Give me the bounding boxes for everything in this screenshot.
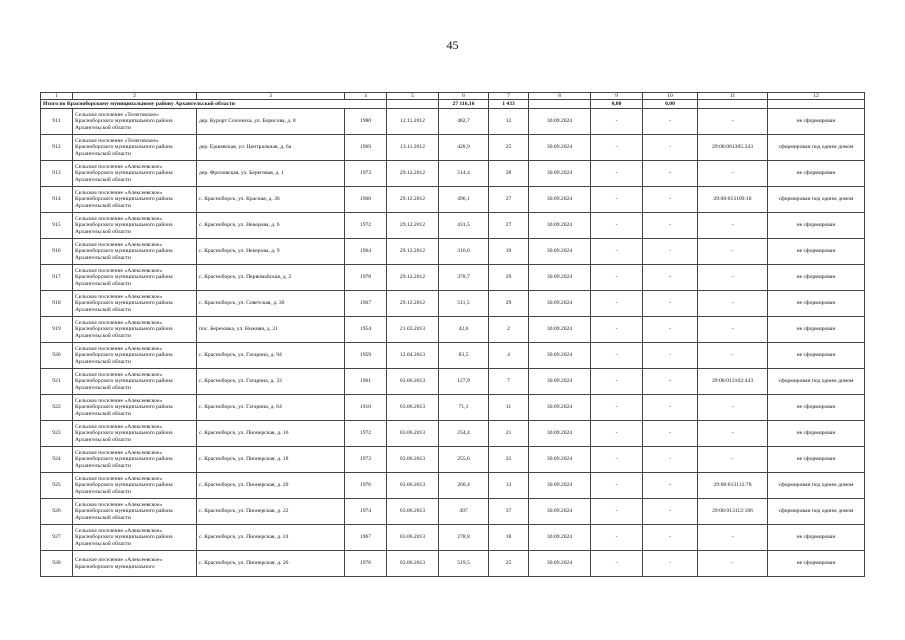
residents-count: 18 — [489, 525, 529, 551]
table-row — [41, 265, 865, 291]
column-number: 8 — [529, 93, 591, 100]
land-plot-status: не сформирован — [768, 343, 865, 369]
construction-year: 1910 — [345, 395, 387, 421]
table-row — [41, 213, 865, 239]
emergency-recognition-date: 29.12.2012 — [387, 239, 439, 265]
living-area: 42,6 — [439, 317, 489, 343]
emergency-recognition-date: 03.06.2013 — [387, 421, 439, 447]
column-number: 12 — [768, 93, 865, 100]
planned-resettlement-date: 30.09.2024 — [529, 525, 591, 551]
residents-count: 19 — [489, 239, 529, 265]
column-9-value: - — [591, 395, 643, 421]
planned-resettlement-date: 30.09.2024 — [529, 187, 591, 213]
table-row — [41, 187, 865, 213]
living-area: 511,5 — [439, 291, 489, 317]
row-number: 920 — [41, 343, 73, 369]
living-area: 316,6 — [439, 239, 489, 265]
construction-year: 1972 — [345, 213, 387, 239]
settlement-name: Сельское поселение «Алексеевское» Красноборского муниципального района Архангельской области — [73, 421, 197, 447]
planned-resettlement-date: 30.09.2024 — [529, 499, 591, 525]
residents-count: 11 — [489, 395, 529, 421]
row-number: 923 — [41, 421, 73, 447]
planned-resettlement-date: 30.09.2024 — [529, 265, 591, 291]
column-10-value: - — [643, 187, 698, 213]
emergency-recognition-date: 03.06.2013 — [387, 447, 439, 473]
land-plot-status: не сформирован — [768, 447, 865, 473]
land-plot-status: не сформирован — [768, 395, 865, 421]
settlement-name: Сельское поселение «Телеговское» Красноборского муниципального района Архангельской области — [73, 109, 197, 135]
building-address: с. Красноборск, ул. Некерова, д. 9 — [197, 239, 345, 265]
planned-resettlement-date: 30.09.2024 — [529, 135, 591, 161]
column-10-value: - — [643, 369, 698, 395]
row-number: 914 — [41, 187, 73, 213]
total-residents: 1 433 — [489, 100, 529, 109]
land-plot-status: не сформирован — [768, 317, 865, 343]
planned-resettlement-date: 30.09.2024 — [529, 369, 591, 395]
planned-resettlement-date: 30.09.2024 — [529, 317, 591, 343]
construction-year: 1976 — [345, 551, 387, 577]
cadastral-number: 29:08:013112:186 — [698, 499, 768, 525]
settlement-name: Сельское поселение «Алексеевское» Красноборского муниципального района Архангельской области — [73, 265, 197, 291]
building-address: с. Красноборск, ул. Пионерская, д. 18 — [197, 447, 345, 473]
living-area: 428,9 — [439, 135, 489, 161]
column-number: 10 — [643, 93, 698, 100]
column-9-value: - — [591, 317, 643, 343]
living-area: 378,7 — [439, 265, 489, 291]
table-row — [41, 291, 865, 317]
column-9-value: - — [591, 525, 643, 551]
building-address: пос. Березовка, ул. Нижняя, д. 21 — [197, 317, 345, 343]
cadastral-number: 29:08:013112:78 — [698, 473, 768, 499]
column-9-value: - — [591, 343, 643, 369]
living-area: 254,4 — [439, 421, 489, 447]
settlement-name: Сельское поселение «Алексеевское» Красноборского муниципального — [73, 551, 197, 577]
living-area: 482,7 — [439, 109, 489, 135]
row-number: 919 — [41, 317, 73, 343]
construction-year: 1968 — [345, 187, 387, 213]
emergency-recognition-date: 03.06.2013 — [387, 551, 439, 577]
row-number: 925 — [41, 473, 73, 499]
residents-count: 2 — [489, 317, 529, 343]
column-10-value: - — [643, 265, 698, 291]
settlement-name: Сельское поселение «Алексеевское» Красноборского муниципального района Архангельской области — [73, 499, 197, 525]
emergency-recognition-date: 03.06.2013 — [387, 499, 439, 525]
column-9-value: - — [591, 213, 643, 239]
cadastral-number: - — [698, 317, 768, 343]
total-empty-cell — [768, 100, 865, 109]
emergency-recognition-date: 03.06.2013 — [387, 369, 439, 395]
land-plot-status: не сформирован — [768, 265, 865, 291]
settlement-name: Сельское поселение «Алексеевское» Красноборского муниципального района Архангельской области — [73, 213, 197, 239]
planned-resettlement-date: 30.09.2024 — [529, 551, 591, 577]
cadastral-number: 29:08:081305:243 — [698, 135, 768, 161]
construction-year: 1980 — [345, 109, 387, 135]
settlement-name: Сельское поселение «Алексеевское» Красноборского муниципального района Архангельской области — [73, 317, 197, 343]
column-9-value: - — [591, 109, 643, 135]
emergency-recognition-date: 29.12.2012 — [387, 187, 439, 213]
table-row — [41, 109, 865, 135]
building-address: с. Красноборск, ул. Пионерская, д. 26 — [197, 551, 345, 577]
planned-resettlement-date: 30.09.2024 — [529, 447, 591, 473]
emergency-recognition-date: 29.12.2012 — [387, 213, 439, 239]
column-9-value: - — [591, 135, 643, 161]
land-plot-status: не сформирован — [768, 109, 865, 135]
settlement-name: Сельское поселение «Алексеевское» Красноборского муниципального района Архангельской области — [73, 343, 197, 369]
column-number: 7 — [489, 93, 529, 100]
living-area: 514,4 — [439, 161, 489, 187]
cadastral-number: - — [698, 265, 768, 291]
land-plot-status: не сформирован — [768, 551, 865, 577]
column-number: 5 — [387, 93, 439, 100]
building-address: с. Красноборск, ул. Гагарина, д. 94 — [197, 343, 345, 369]
land-plot-status: сформирован под одним домом — [768, 369, 865, 395]
column-number: 2 — [73, 93, 197, 100]
settlement-name: Сельское поселение «Алексеевское» Красноборского муниципального района Архангельской области — [73, 473, 197, 499]
housing-registry-table — [40, 92, 865, 577]
emergency-recognition-date: 29.12.2012 — [387, 291, 439, 317]
row-number: 917 — [41, 265, 73, 291]
residents-count: 25 — [489, 551, 529, 577]
column-number: 1 — [41, 93, 73, 100]
settlement-name: Сельское поселение «Телеговское» Красноборского муниципального района Архангельской области — [73, 135, 197, 161]
settlement-name: Сельское поселение «Алексеевское» Красноборского муниципального района Архангельской области — [73, 187, 197, 213]
living-area: 497 — [439, 499, 489, 525]
column-10-value: - — [643, 343, 698, 369]
column-10-value: - — [643, 395, 698, 421]
construction-year: 1959 — [345, 343, 387, 369]
residents-count: 28 — [489, 161, 529, 187]
land-plot-status: сформирован под одним домом — [768, 135, 865, 161]
land-plot-status: сформирован под одним домом — [768, 187, 865, 213]
building-address: с. Красноборск, ул. Первомайская, д. 2 — [197, 265, 345, 291]
residents-count: 12 — [489, 109, 529, 135]
living-area: 127,9 — [439, 369, 489, 395]
total-empty-cell — [529, 100, 591, 109]
total-col10: 0,00 — [643, 100, 698, 109]
building-address: с. Красноборск, ул. Гагарина, д. 33 — [197, 369, 345, 395]
living-area: 260,4 — [439, 473, 489, 499]
emergency-recognition-date: 12.04.2013 — [387, 343, 439, 369]
district-total-row — [41, 100, 865, 109]
living-area: 255,6 — [439, 447, 489, 473]
planned-resettlement-date: 30.09.2024 — [529, 109, 591, 135]
building-address: дер. Курорт Солониха, ул. Борисова, д. 8 — [197, 109, 345, 135]
emergency-recognition-date: 03.06.2013 — [387, 473, 439, 499]
emergency-recognition-date: 03.06.2013 — [387, 395, 439, 421]
column-9-value: - — [591, 447, 643, 473]
column-number: 6 — [439, 93, 489, 100]
construction-year: 1978 — [345, 265, 387, 291]
living-area: 278,8 — [439, 525, 489, 551]
cadastral-number: - — [698, 161, 768, 187]
table-row — [41, 135, 865, 161]
total-label: Итого по Красноборскому муниципальному району Архангельской области — [41, 100, 387, 109]
column-9-value: - — [591, 265, 643, 291]
residents-count: 4 — [489, 343, 529, 369]
cadastral-number: - — [698, 447, 768, 473]
building-address: с. Красноборск, ул. Пионерская, д. 20 — [197, 473, 345, 499]
planned-resettlement-date: 30.09.2024 — [529, 161, 591, 187]
land-plot-status: не сформирован — [768, 161, 865, 187]
table-row — [41, 395, 865, 421]
construction-year: 1967 — [345, 291, 387, 317]
land-plot-status: не сформирован — [768, 239, 865, 265]
row-number: 926 — [41, 499, 73, 525]
residents-count: 21 — [489, 421, 529, 447]
column-10-value: - — [643, 551, 698, 577]
living-area: 71,1 — [439, 395, 489, 421]
construction-year: 1973 — [345, 447, 387, 473]
table-row — [41, 473, 865, 499]
residents-count: 29 — [489, 265, 529, 291]
table-row — [41, 551, 865, 577]
column-10-value: - — [643, 291, 698, 317]
building-address: с. Красноборск, ул. Гагарина, д. 64 — [197, 395, 345, 421]
planned-resettlement-date: 30.09.2024 — [529, 473, 591, 499]
row-number: 916 — [41, 239, 73, 265]
table-row — [41, 317, 865, 343]
column-10-value: - — [643, 525, 698, 551]
cadastral-number: 29:08:013102:443 — [698, 369, 768, 395]
residents-count: 13 — [489, 473, 529, 499]
cadastral-number: 29:08:013109:18 — [698, 187, 768, 213]
residents-count: 37 — [489, 499, 529, 525]
building-address: с. Красноборск, ул. Пионерская, д. 24 — [197, 525, 345, 551]
cadastral-number: - — [698, 109, 768, 135]
column-10-value: - — [643, 447, 698, 473]
living-area: 496,1 — [439, 187, 489, 213]
cadastral-number: - — [698, 291, 768, 317]
column-9-value: - — [591, 421, 643, 447]
table-row — [41, 343, 865, 369]
cadastral-number: - — [698, 343, 768, 369]
residents-count: 27 — [489, 187, 529, 213]
table-row — [41, 447, 865, 473]
construction-year: 1969 — [345, 135, 387, 161]
row-number: 928 — [41, 551, 73, 577]
emergency-recognition-date: 12.11.2012 — [387, 109, 439, 135]
table-row — [41, 499, 865, 525]
page-number: 45 — [446, 38, 459, 52]
cadastral-number: - — [698, 525, 768, 551]
cadastral-number: - — [698, 551, 768, 577]
column-9-value: - — [591, 473, 643, 499]
column-9-value: - — [591, 239, 643, 265]
building-address: с. Красноборск, ул. Пионерская, д. 22 — [197, 499, 345, 525]
construction-year: 1973 — [345, 161, 387, 187]
settlement-name: Сельское поселение «Алексеевское» Красноборского муниципального района Архангельской области — [73, 161, 197, 187]
planned-resettlement-date: 30.09.2024 — [529, 239, 591, 265]
cadastral-number: - — [698, 239, 768, 265]
table-row — [41, 161, 865, 187]
table-row — [41, 525, 865, 551]
column-10-value: - — [643, 213, 698, 239]
construction-year: 1976 — [345, 473, 387, 499]
construction-year: 1972 — [345, 421, 387, 447]
settlement-name: Сельское поселение «Алексеевское» Красноборского муниципального района Архангельской области — [73, 447, 197, 473]
planned-resettlement-date: 30.09.2024 — [529, 395, 591, 421]
column-9-value: - — [591, 499, 643, 525]
emergency-recognition-date: 13.11.2012 — [387, 135, 439, 161]
planned-resettlement-date: 30.09.2024 — [529, 421, 591, 447]
column-10-value: - — [643, 317, 698, 343]
land-plot-status: сформирован под одним домом — [768, 499, 865, 525]
emergency-recognition-date: 21.03.2013 — [387, 317, 439, 343]
living-area: 83,5 — [439, 343, 489, 369]
table-row — [41, 421, 865, 447]
emergency-recognition-date: 03.06.2013 — [387, 525, 439, 551]
land-plot-status: не сформирован — [768, 525, 865, 551]
residents-count: 27 — [489, 213, 529, 239]
residents-count: 29 — [489, 291, 529, 317]
column-10-value: - — [643, 421, 698, 447]
construction-year: 1967 — [345, 525, 387, 551]
row-number: 912 — [41, 135, 73, 161]
column-9-value: - — [591, 161, 643, 187]
row-number: 924 — [41, 447, 73, 473]
column-10-value: - — [643, 109, 698, 135]
column-number-row — [41, 93, 865, 100]
row-number: 922 — [41, 395, 73, 421]
construction-year: 1954 — [345, 317, 387, 343]
total-empty-cell — [698, 100, 768, 109]
table-row — [41, 239, 865, 265]
building-address: дер. Фроловская, ул. Береговая, д. 1 — [197, 161, 345, 187]
residents-count: 25 — [489, 135, 529, 161]
table-row — [41, 369, 865, 395]
building-address: с. Красноборск, ул. Красная, д. 36 — [197, 187, 345, 213]
total-col9: 0,00 — [591, 100, 643, 109]
column-number: 3 — [197, 93, 345, 100]
land-plot-status: сформирован под одним домом — [768, 473, 865, 499]
residents-count: 7 — [489, 369, 529, 395]
building-address: с. Красноборск, ул. Пионерская, д. 16 — [197, 421, 345, 447]
row-number: 913 — [41, 161, 73, 187]
column-number: 11 — [698, 93, 768, 100]
construction-year: 1974 — [345, 499, 387, 525]
construction-year: 1964 — [345, 239, 387, 265]
row-number: 918 — [41, 291, 73, 317]
construction-year: 1961 — [345, 369, 387, 395]
column-10-value: - — [643, 135, 698, 161]
land-plot-status: не сформирован — [768, 213, 865, 239]
column-9-value: - — [591, 187, 643, 213]
building-address: с. Красноборск, ул. Некерова, д. 6 — [197, 213, 345, 239]
settlement-name: Сельское поселение «Алексеевское» Красноборского муниципального района Архангельской области — [73, 369, 197, 395]
total-empty-cell — [387, 100, 439, 109]
cadastral-number: - — [698, 213, 768, 239]
column-10-value: - — [643, 499, 698, 525]
settlement-name: Сельское поселение «Алексеевское» Красноборского муниципального района Архангельской области — [73, 239, 197, 265]
residents-count: 23 — [489, 447, 529, 473]
emergency-recognition-date: 29.12.2012 — [387, 265, 439, 291]
row-number: 921 — [41, 369, 73, 395]
column-9-value: - — [591, 369, 643, 395]
building-address: с. Красноборск, ул. Советская, д. 30 — [197, 291, 345, 317]
settlement-name: Сельское поселение «Алексеевское» Красноборского муниципального района Архангельской области — [73, 395, 197, 421]
column-10-value: - — [643, 161, 698, 187]
column-number: 4 — [345, 93, 387, 100]
column-10-value: - — [643, 239, 698, 265]
living-area: 431,5 — [439, 213, 489, 239]
emergency-recognition-date: 29.12.2012 — [387, 161, 439, 187]
total-area: 27 116,16 — [439, 100, 489, 109]
settlement-name: Сельское поселение «Алексеевское» Красноборского муниципального района Архангельской области — [73, 525, 197, 551]
row-number: 927 — [41, 525, 73, 551]
living-area: 519,5 — [439, 551, 489, 577]
column-number: 9 — [591, 93, 643, 100]
planned-resettlement-date: 30.09.2024 — [529, 343, 591, 369]
row-number: 915 — [41, 213, 73, 239]
column-9-value: - — [591, 551, 643, 577]
planned-resettlement-date: 30.09.2024 — [529, 291, 591, 317]
column-10-value: - — [643, 473, 698, 499]
land-plot-status: не сформирован — [768, 421, 865, 447]
building-address: дер. Ершевская, ул. Центральная, д. 6а — [197, 135, 345, 161]
planned-resettlement-date: 30.09.2024 — [529, 213, 591, 239]
cadastral-number: - — [698, 395, 768, 421]
land-plot-status: не сформирован — [768, 291, 865, 317]
cadastral-number: - — [698, 421, 768, 447]
column-9-value: - — [591, 291, 643, 317]
settlement-name: Сельское поселение «Алексеевское» Красноборского муниципального района Архангельской области — [73, 291, 197, 317]
row-number: 911 — [41, 109, 73, 135]
